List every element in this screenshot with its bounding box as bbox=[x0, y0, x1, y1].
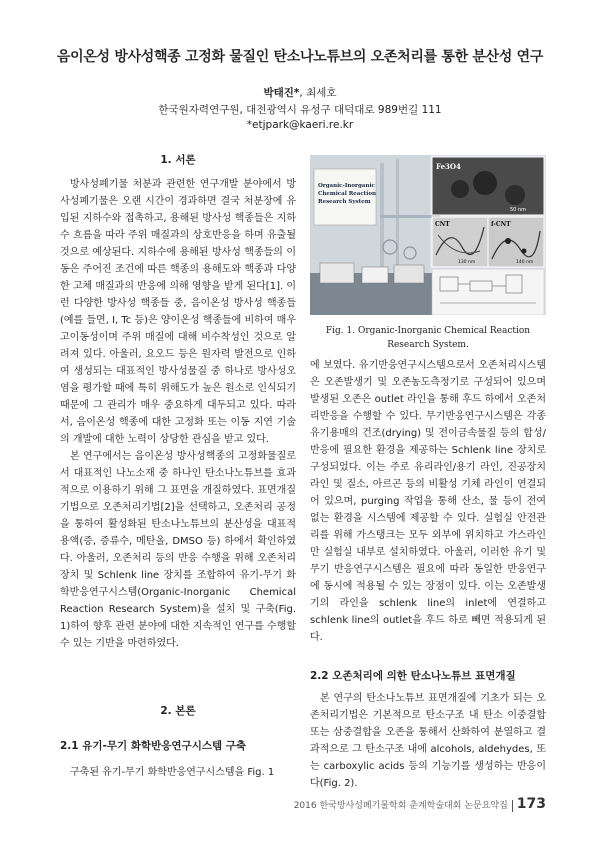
intro-paragraph-1: 방사성폐기물 처분과 관련한 연구개발 분야에서 방사성폐기물은 오랜 시간이 경과하면 결국 처분장에 유입된 지하수와 접촉하고, 용해된 방사성 핵종들은 지하수 흐름을 따라 주위 매질과의 상호반응을 하며 유출될 것으로 예상된다. 지하수에 용해된 방사성 핵종들의 이동은 주어진 조건에 따른 핵종의 용해도와 핵종과 다양한 고체 매질과의 반응에 의해 영향을 받게 된다[1]. 이런 다양한 방사성 핵종들 중, 음이온성 방사성 핵종들(예를 들면, I, Tc 등)은 양이온성 핵종들에 비하여 매우 고이동성이며 주위 매질에 대해 비수착성인 것으로 알려져 있다. 아울러, 요오드 등은 원자력 발전으로 인하여 생성되는 대표적인 방사성물질 중 하나로 방사성오염을 평가할 때에 특히 위해도가 높은 원소로 인식되기 때문에 그 관리가 매우 중요하게 대두되고 있다. 따라서, 음이온성 핵종에 대한 고정화 또는 이동 지연 기술의 개발에 대한 노력이 상당한 관심을 받고 있다. bbox=[60, 179, 296, 445]
intro-text bbox=[60, 176, 296, 652]
first-author: 박태진* bbox=[263, 87, 300, 99]
subsection-heading-2-2: 2.2 오존처리에 의한 탄소나노튜브 표면개질 bbox=[310, 670, 516, 682]
subsection-2-2-paragraph: 본 연구의 탄소나노튜브 표면개질에 기초가 되는 오존처리기법은 기본적으로 탄소구조 내 탄소 이중결합 또는 삼중결합을 오존을 통해서 산화하여 분열하고 결과적으로 그 탄소구조 내에 alcohols, aldehydes, 또는 carboxylic acids 등의 기능기를 생성하는 반응이다(Fig. 2). bbox=[310, 693, 546, 789]
subsection-2-2-text bbox=[310, 690, 546, 792]
poster-line-1: Organic-Inorganic bbox=[318, 183, 375, 189]
subsection-heading-2-1: 2.1 유기-무기 화학반응연구시스템 구축 bbox=[60, 740, 247, 752]
footer-divider bbox=[512, 800, 513, 812]
right-paragraph-1: 에 보였다. 유기반응연구시스템으로서 오존처리시스템은 오존발생기 및 오존농도측정기로 구성되어 있으며 발생된 오존은 outlet 라인을 통해 후드 하에서 오존처리반응을 수행할 수 있다. 무기반응연구시스템은 각종 유기용매의 건조(drying) 및 전이금속물질 등의 합성/반응에 필요한 환경을 제공하는 Schlenk line 장치로 구성되었다. 이는 주로 유리라인/용기 라인, 진공장치 라인 및 질소, 아르곤 등의 비활성 기체 라인이 연결되어 있으며, purging 작업을 통해 산소, 물 등이 전여 없는 환경을 시스템에 제공할 수 있다. 실험실 안전관리를 위해 가스탱크는 모두 외부에 위치하고 가스라인만 실험실 내부로 설치하였다. 아울러, 이러한 유기 및 무기 반응연구시스템은 필요에 따라 동일한 반응연구에 동시에 적용될 수 있는 장점이 있다. 이는 오존발생기의 라인을 schlenk line의 inlet에 연결하고 schlenk line의 outlet을 후드 하로 빼면 적용되게 된다. bbox=[310, 360, 546, 643]
figure-1-caption: Fig. 1. Organic-Inorganic Chemical Reaction Research System. bbox=[325, 326, 531, 350]
label-fe3o4: Fe3O4 bbox=[436, 162, 461, 171]
right-column-text bbox=[310, 357, 546, 646]
scale-bar-1: 50 nm bbox=[510, 207, 526, 213]
poster-line-3: Research System bbox=[318, 199, 371, 205]
subsection-2-1-text bbox=[60, 764, 296, 781]
page-footer bbox=[294, 796, 546, 812]
coauthor: , 최세호 bbox=[299, 87, 337, 99]
label-cnt: CNT bbox=[435, 221, 450, 228]
label-fcnt: f-CNT bbox=[491, 221, 511, 228]
affiliation: 한국원자력연구원, 대전광역시 유성구 대덕대로 989번길 111 bbox=[158, 104, 442, 116]
email: *etjpark@kaeri.re.kr bbox=[246, 119, 354, 131]
paper-title: 음이온성 방사성핵종 고정화 물질인 탄소나노튜브의 오존처리를 통한 분산성 연구 bbox=[56, 49, 544, 65]
figure-1-illustration bbox=[310, 155, 546, 315]
scale-bar-3: 140 nm bbox=[516, 260, 534, 265]
author-line bbox=[0, 85, 600, 100]
figure-1 bbox=[310, 155, 546, 315]
footer-proceedings: 2016 한국방사성폐기물학회 춘계학술대회 논문요약집 bbox=[293, 801, 508, 811]
poster-line-2: Chemical Reaction bbox=[318, 191, 376, 197]
page-number: 173 bbox=[516, 796, 546, 812]
scale-bar-2: 130 nm bbox=[458, 260, 476, 265]
section-heading-intro: 1. 서론 bbox=[160, 154, 196, 166]
section-heading-body: 2. 본론 bbox=[160, 705, 196, 717]
subsection-2-1-paragraph: 구축된 유기-무기 화학반응연구시스템을 Fig. 1 bbox=[70, 767, 275, 778]
intro-paragraph-2: 본 연구에서는 음이온성 방사성핵종의 고정화물질로서 대표적인 나노소재 중 하나인 탄소나노튜브를 효과적으로 이용하기 위해 그 표면을 개질하였다. 표면개질기법으로 오존처리기법[2]을 선택하고, 오존처리 공정을 통하여 활성화된 탄소나노튜브의 분산성을 대표적 용액(증, 증류수, 메탄올, DMSO 등) 하에서 확인하였다. 아울러, 오존처리 등의 반응 수행을 위해 오존처리 장치 및 Schlenk line 장치를 조합하여 유기-무기 화학반응연구시스템(Organic-Inorganic Chemical Reaction Research System)을 설치 및 구축(Fig. 1)하여 향후 관련 분야에 대한 지속적인 연구를 수행할 수 있는 기반을 마련하였다. bbox=[60, 451, 296, 649]
